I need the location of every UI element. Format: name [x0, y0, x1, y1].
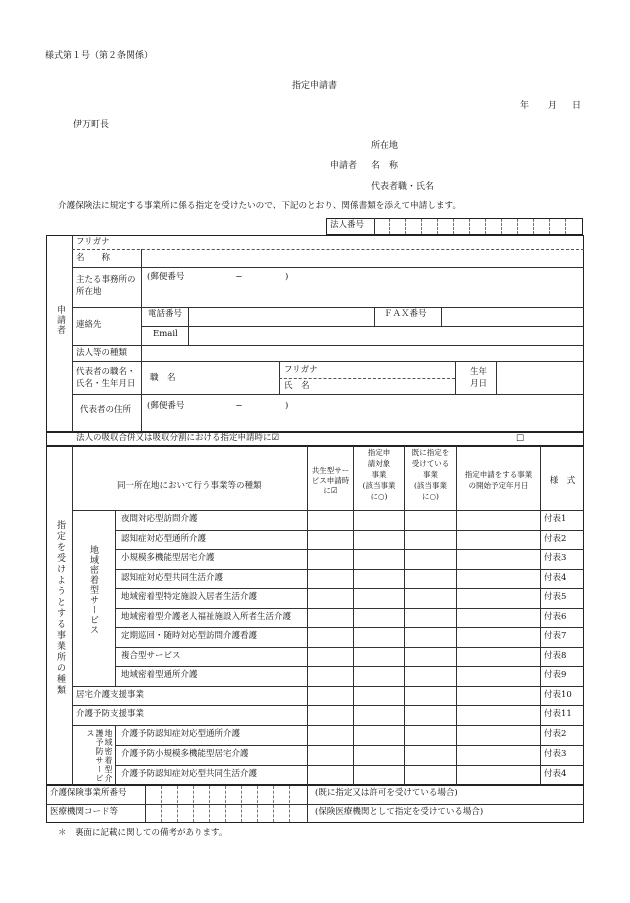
insurance-number-note: (既に指定又は許可を受けている場合): [315, 788, 458, 798]
header-target-5: に○): [370, 492, 388, 501]
service-name: 地域密着型介護老人福祉施設入所者生活介護: [121, 612, 292, 622]
header-target-4: (該当事業: [362, 481, 396, 490]
corp-number-box: [326, 218, 583, 235]
service-name: 地域密着型特定施設入居者生活介護: [121, 592, 258, 602]
merger-checkbox[interactable]: □: [516, 433, 525, 443]
corp-number-label: 法人番号: [330, 220, 365, 230]
rep-furigana-label: フリガナ: [284, 365, 318, 375]
fax-label: ＦＡＸ番号: [384, 309, 427, 319]
service-name: 介護予防認知症対応型通所介護: [121, 729, 241, 739]
service-name: 小規模多機能型居宅介護: [121, 553, 215, 563]
applicant-section: [46, 235, 584, 432]
page-title: 指定申請書: [292, 81, 338, 91]
header-shared-1: 共生型サー: [311, 466, 350, 475]
service-form: 付表7: [544, 631, 567, 641]
phone-label: 電話番号: [148, 309, 183, 319]
form-number: 様式第１号（第２条関係）: [45, 51, 154, 61]
medical-code-label: 医療機関コード等: [50, 807, 119, 817]
name-label: 名 称: [371, 161, 399, 171]
community-group-label: 地域密着型サービス: [88, 545, 98, 635]
service-form: 付表11: [544, 709, 572, 719]
applicant-label: 申請者: [330, 161, 358, 171]
main-office-label-1: 主たる事務所の: [76, 275, 136, 285]
prev-community-group-label: 地域密着型介護予防サービス: [86, 729, 113, 783]
service-name: 介護予防認知症対応型共同生活介護: [121, 769, 258, 779]
header-existing-1: 既に指定を: [411, 448, 450, 457]
service-name: 介護予防支援事業: [76, 709, 145, 719]
service-form: 付表2: [544, 729, 567, 739]
service-name: 認知症対応型通所介護: [121, 534, 207, 544]
rep-label-2: 氏名・生年月日: [76, 379, 136, 389]
service-name: 認知症対応型共同生活介護: [121, 573, 224, 583]
header-existing-2: 受けている: [411, 459, 450, 468]
rep-title-label: 職 名: [150, 373, 176, 383]
address-label: 所在地: [371, 141, 399, 151]
date-month: 月: [548, 101, 558, 111]
email-label: Email: [153, 329, 178, 339]
birth-label-2: 月日: [470, 379, 488, 389]
header-existing-5: に○): [422, 492, 439, 501]
representative-label: 代表者職・氏名: [371, 182, 435, 192]
service-form: 付表5: [544, 592, 567, 602]
intro-text: 介護保険法に規定する事業所に係る指定を受けたいので、下記のとおり、関係書類を添えて申請します。: [58, 201, 462, 211]
header-existing-3: 事業: [423, 470, 438, 479]
service-form: 付表4: [544, 573, 567, 583]
header-shared-2: ビス申請時: [311, 476, 350, 485]
rep-postal-code: (郵便番号 − ): [147, 401, 289, 411]
main-office-label-2: 所在地: [76, 287, 102, 297]
service-form: 付表4: [544, 769, 567, 779]
contact-label: 連絡先: [76, 320, 102, 330]
header-existing-4: (該当事業: [414, 481, 447, 490]
date-year: 年: [520, 101, 530, 111]
service-form: 付表3: [544, 553, 567, 563]
applicant-side-label: 申請者: [55, 305, 65, 335]
addressee: 伊万町長: [73, 120, 110, 130]
insurance-number-label: 介護保険事業所番号: [50, 788, 127, 798]
service-name: 介護予防小規模多機能型居宅介護: [121, 749, 249, 759]
service-name: 夜間対応型訪問介護: [121, 514, 198, 524]
service-form: 付表1: [544, 514, 567, 524]
merger-label: 法人の吸収合併又は吸収分割における指定申請時に☑: [76, 433, 280, 443]
service-form: 付表8: [544, 651, 567, 661]
service-name: 定期巡回・随時対応型訪問介護看護: [121, 631, 258, 641]
service-name: 地域密着型通所介護: [121, 670, 198, 680]
footnote: ＊ 裏面に記載に関しての備考があります。: [58, 828, 228, 838]
header-target-2: 請対象: [367, 459, 391, 468]
service-form: 付表10: [544, 690, 572, 700]
header-start-1: 指定申請をする事業: [464, 470, 533, 479]
header-form: 様 式: [549, 476, 576, 486]
header-shared-3: に☑: [323, 486, 338, 495]
name-row-label: 名 称: [76, 253, 111, 263]
rep-address-label: 代表者の住所: [80, 405, 132, 415]
medical-code-note: (保険医療機関として指定を受けている場合): [315, 807, 484, 817]
services-side-label: 指定を受けようとする事業所の種類: [55, 520, 65, 696]
service-form: 付表6: [544, 612, 567, 622]
header-target-3: 事業: [371, 470, 387, 479]
date-day: 日: [572, 101, 582, 111]
service-form: 付表3: [544, 749, 567, 759]
service-form: 付表9: [544, 670, 567, 680]
birth-label-1: 生年: [470, 367, 488, 377]
service-name: 複合型サービス: [121, 651, 181, 661]
header-service-type: 同一所在地において行う事業等の種類: [117, 481, 262, 491]
furigana-label: フリガナ: [76, 237, 110, 247]
header-target-1: 指定申: [367, 448, 391, 457]
service-name: 居宅介護支援事業: [76, 690, 145, 700]
corp-type-label: 法人等の種類: [76, 348, 128, 358]
service-form: 付表2: [544, 534, 567, 544]
postal-code: (郵便番号 − ): [147, 272, 289, 282]
rep-name-label: 氏 名: [284, 381, 310, 391]
header-start-2: の開始予定年月日: [468, 481, 529, 490]
rep-label-1: 代表者の職名・: [76, 367, 136, 377]
